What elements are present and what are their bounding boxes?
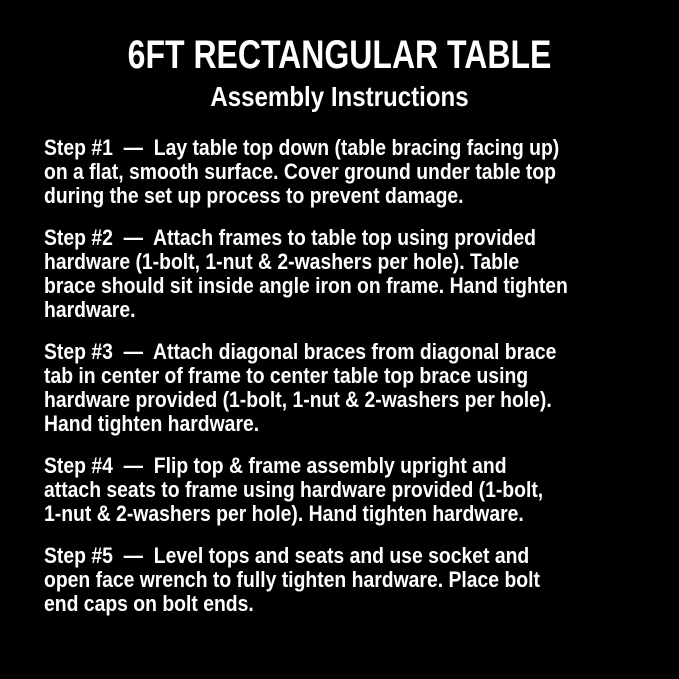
step-2-line-3: brace should sit inside angle iron on frame. Hand tighten bbox=[44, 273, 568, 298]
step-5-line-1: Step #5 — Level tops and seats and use socket and bbox=[44, 543, 530, 568]
page-subtitle: Assembly Instructions bbox=[210, 81, 469, 112]
step-3-line-3: hardware provided (1-bolt, 1-nut & 2-washers per hole). bbox=[44, 387, 552, 412]
step-3-line-2: tab in center of frame to center table top brace using bbox=[44, 363, 529, 388]
step-1 bbox=[44, 136, 603, 208]
step-3-line-4: Hand tighten hardware. bbox=[44, 411, 260, 436]
step-3 bbox=[44, 340, 603, 436]
step-5-line-3: end caps on bolt ends. bbox=[44, 591, 254, 616]
step-4-line-1: Step #4 — Flip top & frame assembly upright and bbox=[44, 453, 507, 478]
step-1-line-1: Step #1 — Lay table top down (table bracing facing up) bbox=[44, 135, 560, 160]
step-5 bbox=[44, 544, 603, 616]
step-4-line-2: attach seats to frame using hardware provided (1-bolt, bbox=[44, 477, 544, 502]
step-2-line-4: hardware. bbox=[44, 297, 136, 322]
step-2 bbox=[44, 226, 603, 322]
step-1-line-2: on a flat, smooth surface. Cover ground under table top bbox=[44, 159, 557, 184]
step-2-line-2: hardware (1-bolt, 1-nut & 2-washers per hole). Table bbox=[44, 249, 520, 274]
step-2-line-1: Step #2 — Attach frames to table top using provided bbox=[44, 225, 536, 250]
step-3-line-1: Step #3 — Attach diagonal braces from diagonal brace bbox=[44, 339, 557, 364]
page-title: 6FT RECTANGULAR TABLE bbox=[127, 33, 552, 77]
steps-list bbox=[44, 136, 603, 616]
step-5-line-2: open face wrench to fully tighten hardware. Place bolt bbox=[44, 567, 540, 592]
step-4 bbox=[44, 454, 603, 526]
step-1-line-3: during the set up process to prevent damage. bbox=[44, 183, 464, 208]
step-4-line-3: 1-nut & 2-washers per hole). Hand tighten hardware. bbox=[44, 501, 524, 526]
